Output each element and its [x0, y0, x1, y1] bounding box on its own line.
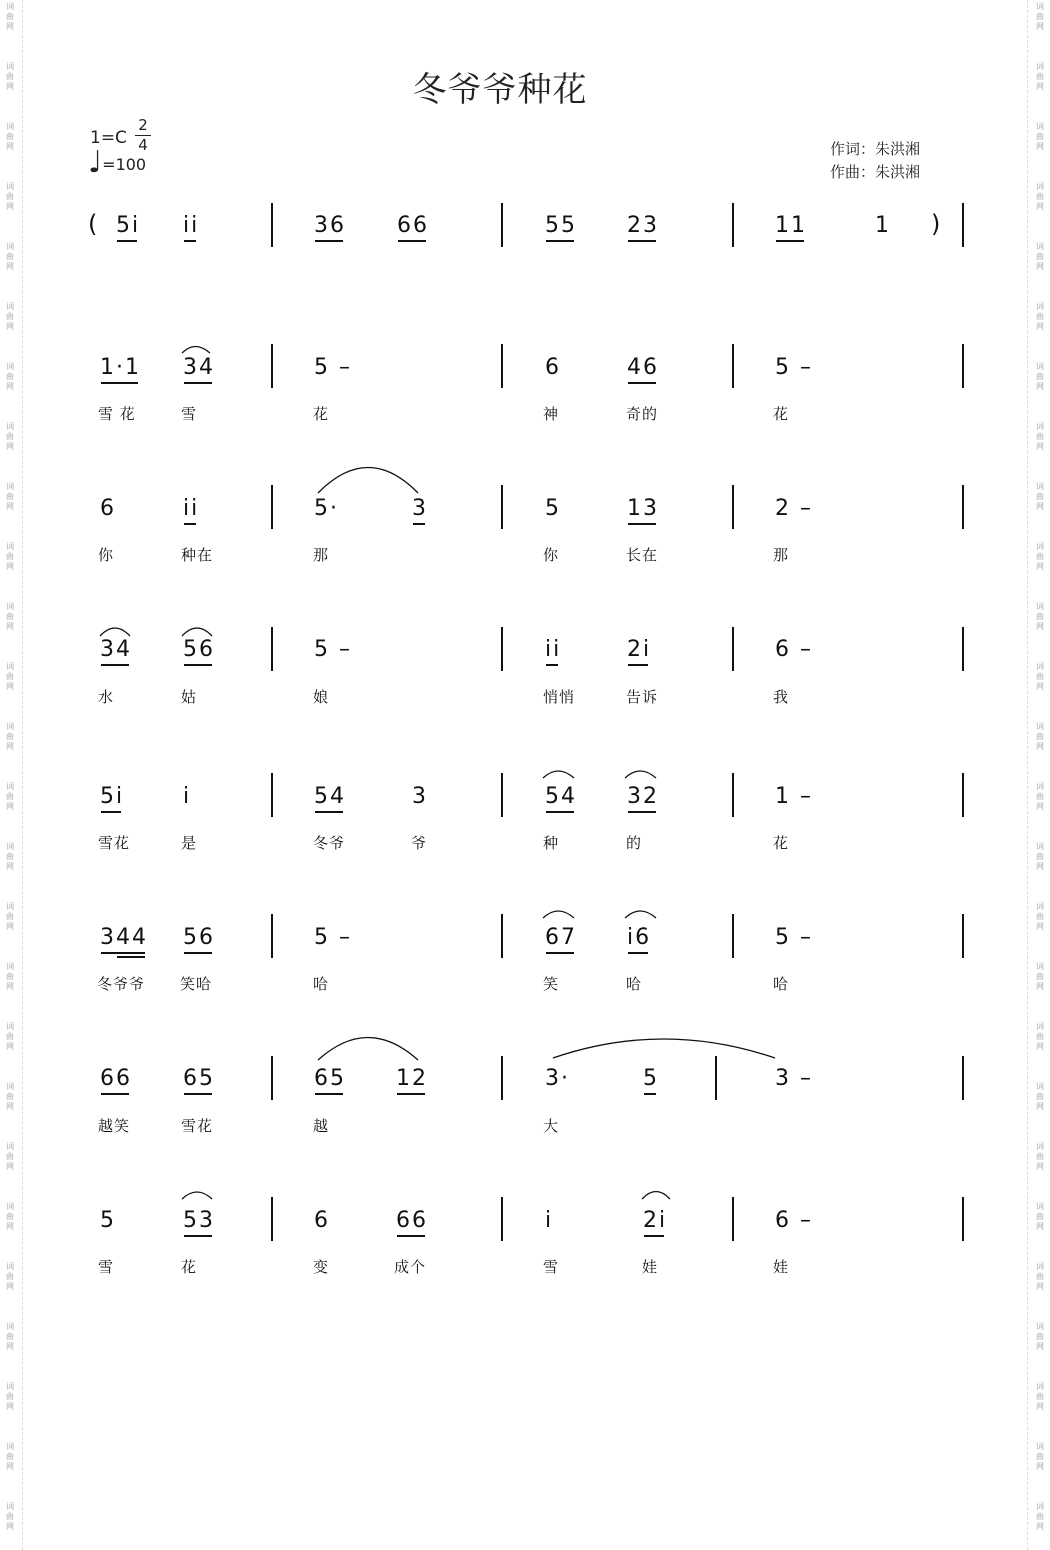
lyric: 大 — [543, 1117, 560, 1135]
note-group: 3· — [545, 1066, 570, 1091]
note-group: 6 — [100, 496, 116, 521]
watermark-text: 词 曲 网 — [6, 422, 14, 451]
watermark-text: 词 曲 网 — [1036, 722, 1044, 751]
watermark-text: 词 曲 网 — [1036, 1142, 1044, 1171]
note-group: 53 — [183, 1208, 215, 1233]
lyric: 姑 — [181, 688, 198, 706]
bar-line — [501, 773, 503, 817]
bar-line — [715, 1056, 717, 1100]
lyric: 花 — [773, 834, 790, 852]
slur — [318, 468, 418, 494]
lyric: 笑哈 — [180, 975, 213, 993]
note-group: 23 — [627, 213, 659, 238]
bar-line — [732, 914, 734, 958]
note-group: 32 — [627, 784, 659, 809]
note-group: ii — [545, 637, 562, 662]
watermark-text: 词 曲 网 — [1036, 1382, 1044, 1411]
lyric: 冬爷爷 — [97, 975, 146, 993]
watermark-text: 词 曲 网 — [6, 302, 14, 331]
lyric: 那 — [313, 546, 330, 564]
lyric: 你 — [543, 546, 560, 564]
note-group: 5 — [545, 496, 561, 521]
bar-line — [732, 485, 734, 529]
watermark-text: 词 曲 网 — [1036, 122, 1044, 151]
lyric: 娃 — [642, 1258, 659, 1276]
watermark-text: 词 曲 网 — [6, 542, 14, 571]
lyric: 长在 — [626, 546, 659, 564]
watermark-text: 词 曲 网 — [6, 1202, 14, 1231]
watermark-text: 词 曲 网 — [1036, 242, 1044, 271]
intro-close-paren: ) — [931, 210, 941, 238]
lyric: 奇的 — [626, 405, 659, 423]
lyric: 哈 — [626, 975, 643, 993]
watermark-text: 词 曲 网 — [1036, 1502, 1044, 1531]
watermark-text: 词 曲 网 — [6, 482, 14, 511]
watermark-text: 词 曲 网 — [6, 182, 14, 211]
lyric: 告诉 — [626, 688, 659, 706]
lyric: 种在 — [181, 546, 214, 564]
lyric: 冬爷 — [313, 834, 346, 852]
note-group: 6 – — [775, 1208, 813, 1233]
watermark-text: 词 曲 网 — [1036, 302, 1044, 331]
bar-line — [732, 203, 734, 247]
note-group: 6 – — [775, 637, 813, 662]
lyric: 雪 — [543, 1258, 560, 1276]
lyric: 雪花 — [98, 834, 131, 852]
time-signature-bottom: 4 — [138, 136, 148, 154]
lyric: 悄悄 — [543, 688, 576, 706]
lyric: 变 — [313, 1258, 330, 1276]
watermark-text: 词 曲 网 — [6, 842, 14, 871]
lyric: 花 — [313, 405, 330, 423]
bar-line — [962, 773, 964, 817]
watermark-text: 词 曲 网 — [1036, 62, 1044, 91]
watermark-text: 词 曲 网 — [6, 362, 14, 391]
bar-line — [501, 1056, 503, 1100]
note-group: 344 — [100, 925, 148, 950]
watermark-text: 词 曲 网 — [6, 1142, 14, 1171]
bar-line — [501, 1197, 503, 1241]
watermark-text: 词 曲 网 — [1036, 842, 1044, 871]
bar-line — [271, 1056, 273, 1100]
bar-line — [501, 627, 503, 671]
note-group: 3 — [412, 496, 428, 521]
lyric: 那 — [773, 546, 790, 564]
watermark-text: 词 曲 网 — [1036, 182, 1044, 211]
watermark-text: 词 曲 网 — [1036, 602, 1044, 631]
slur — [318, 1038, 418, 1061]
note-group: 5 – — [314, 925, 352, 950]
bar-line — [501, 203, 503, 247]
bar-line — [271, 773, 273, 817]
lyric: 成个 — [394, 1258, 427, 1276]
lyric: 的 — [626, 834, 643, 852]
note-group: 5 – — [314, 355, 352, 380]
bar-line — [271, 203, 273, 247]
slur — [625, 771, 656, 778]
note-group: 5 – — [775, 355, 813, 380]
note-group: 67 — [545, 925, 577, 950]
slur — [100, 628, 130, 636]
lyric: 雪 — [181, 405, 198, 423]
watermark-text: 词 曲 网 — [1036, 1262, 1044, 1291]
note-group: 65 — [314, 1066, 346, 1091]
lyric: 哈 — [773, 975, 790, 993]
note-group: 5 — [643, 1066, 659, 1091]
watermark-text: 词 曲 网 — [1036, 1442, 1044, 1471]
bar-line — [962, 914, 964, 958]
watermark-text: 词 曲 网 — [1036, 422, 1044, 451]
lyric: 越笑 — [98, 1117, 131, 1135]
note-group: 1·1 — [100, 355, 141, 380]
note-group: 2 – — [775, 496, 813, 521]
bar-line — [271, 344, 273, 388]
composer-credit: 作曲：朱洪湘 — [830, 163, 921, 181]
bar-line — [271, 1197, 273, 1241]
note-group: 34 — [183, 355, 215, 380]
note-group: 66 — [100, 1066, 132, 1091]
note-group: ii — [183, 496, 200, 521]
tempo-marking — [88, 145, 147, 180]
watermark-text: 词 曲 网 — [6, 602, 14, 631]
key-signature: 1=C — [90, 128, 127, 148]
note-group: 34 — [100, 637, 132, 662]
watermark-text: 词 曲 网 — [6, 662, 14, 691]
note-group: 66 — [396, 1208, 428, 1233]
tempo-value: =100 — [102, 155, 147, 174]
watermark-text: 词 曲 网 — [1036, 482, 1044, 511]
note-group: i — [183, 784, 192, 809]
watermark-text: 词 曲 网 — [6, 122, 14, 151]
note-group: 2i — [627, 637, 652, 662]
note-group: 6 — [314, 1208, 330, 1233]
bar-line — [732, 344, 734, 388]
note-group: 3 – — [775, 1066, 813, 1091]
note-group: 5 — [100, 1208, 116, 1233]
note-group: 5 – — [314, 637, 352, 662]
note-group: 56 — [183, 925, 215, 950]
lyric: 水 — [98, 688, 115, 706]
lyric: 爷 — [411, 834, 428, 852]
lyric: 哈 — [313, 975, 330, 993]
bar-line — [271, 914, 273, 958]
bar-line — [962, 1056, 964, 1100]
credits — [830, 138, 920, 184]
watermark-text: 词 曲 网 — [6, 1082, 14, 1111]
watermark-text: 词 曲 网 — [6, 1022, 14, 1051]
watermark-text: 词 曲 网 — [1036, 962, 1044, 991]
watermark-text: 词 曲 网 — [6, 1322, 14, 1351]
bar-line — [501, 344, 503, 388]
note-group: 56 — [183, 637, 215, 662]
watermark-text: 词 曲 网 — [6, 722, 14, 751]
bar-line — [962, 627, 964, 671]
note-group: 55 — [545, 213, 577, 238]
watermark-strip-left — [0, 0, 23, 1550]
note-group: 54 — [545, 784, 577, 809]
watermark-text: 词 曲 网 — [6, 62, 14, 91]
slur — [182, 1192, 212, 1199]
watermark-text: 词 曲 网 — [6, 902, 14, 931]
note-group: 5i — [100, 784, 125, 809]
slur — [543, 911, 574, 918]
watermark-text: 词 曲 网 — [6, 2, 14, 31]
note-group: 54 — [314, 784, 346, 809]
lyric: 花 — [181, 1258, 198, 1276]
lyric: 雪 — [98, 1258, 115, 1276]
bar-line — [501, 914, 503, 958]
note-group: 2i — [643, 1208, 668, 1233]
note-group: 13 — [627, 496, 659, 521]
slur — [625, 911, 656, 918]
lyric: 雪 花 — [98, 405, 136, 423]
note-group: 3 — [412, 784, 428, 809]
watermark-text: 词 曲 网 — [1036, 662, 1044, 691]
bar-line — [501, 485, 503, 529]
note-group: 36 — [314, 213, 346, 238]
watermark-text: 词 曲 网 — [6, 1442, 14, 1471]
note-group: ii — [183, 213, 200, 238]
bar-line — [271, 485, 273, 529]
watermark-text: 词 曲 网 — [6, 1502, 14, 1531]
slur — [543, 771, 574, 778]
time-signature-top: 2 — [138, 116, 148, 134]
lyric: 娃 — [773, 1258, 790, 1276]
bar-line — [962, 203, 964, 247]
lyric: 花 — [773, 405, 790, 423]
bar-line — [271, 627, 273, 671]
watermark-text: 词 曲 网 — [1036, 2, 1044, 31]
note-group: 5 – — [775, 925, 813, 950]
note-group: i — [545, 1208, 554, 1233]
lyric: 笑 — [543, 975, 560, 993]
song-title: 冬爷爷种花 — [412, 70, 588, 110]
bar-line — [732, 773, 734, 817]
watermark-text: 词 曲 网 — [6, 242, 14, 271]
note-group: 5· — [314, 496, 339, 521]
bar-line — [732, 1197, 734, 1241]
watermark-text: 词 曲 网 — [1036, 362, 1044, 391]
note-group: 46 — [627, 355, 659, 380]
slur — [182, 347, 210, 354]
note-group: 12 — [396, 1066, 428, 1091]
watermark-text: 词 曲 网 — [1036, 1082, 1044, 1111]
lyric: 娘 — [313, 688, 330, 706]
watermark-text: 词 曲 网 — [1036, 542, 1044, 571]
note-group: 66 — [397, 213, 429, 238]
note-group: 1 – — [775, 784, 813, 809]
bar-line — [732, 627, 734, 671]
lyric: 越 — [313, 1117, 330, 1135]
note-group: 1 — [875, 213, 891, 238]
lyricist-credit: 作词：朱洪湘 — [830, 140, 921, 158]
lyric: 雪花 — [181, 1117, 214, 1135]
watermark-text: 词 曲 网 — [1036, 902, 1044, 931]
bar-line — [962, 344, 964, 388]
slur — [553, 1039, 775, 1058]
lyric: 你 — [98, 546, 115, 564]
watermark-strip-right — [1027, 0, 1050, 1550]
note-group: i6 — [627, 925, 652, 950]
watermark-text: 词 曲 网 — [6, 1262, 14, 1291]
watermark-text: 词 曲 网 — [6, 1382, 14, 1411]
slur — [182, 628, 212, 636]
watermark-text: 词 曲 网 — [6, 782, 14, 811]
note-group: 65 — [183, 1066, 215, 1091]
quarter-note-icon: ♩ — [88, 145, 103, 180]
lyric: 我 — [773, 688, 790, 706]
note-group: 5i — [116, 213, 141, 238]
watermark-text: 词 曲 网 — [1036, 1022, 1044, 1051]
intro-open-paren: ( — [88, 210, 98, 238]
watermark-text: 词 曲 网 — [1036, 1202, 1044, 1231]
slur — [642, 1192, 670, 1200]
watermark-text: 词 曲 网 — [6, 962, 14, 991]
note-group: 6 — [545, 355, 561, 380]
bar-line — [962, 1197, 964, 1241]
lyric: 种 — [543, 834, 560, 852]
lyric: 是 — [181, 834, 198, 852]
note-group: 11 — [775, 213, 807, 238]
watermark-text: 词 曲 网 — [1036, 782, 1044, 811]
watermark-text: 词 曲 网 — [1036, 1322, 1044, 1351]
lyric: 神 — [543, 405, 560, 423]
bar-line — [962, 485, 964, 529]
